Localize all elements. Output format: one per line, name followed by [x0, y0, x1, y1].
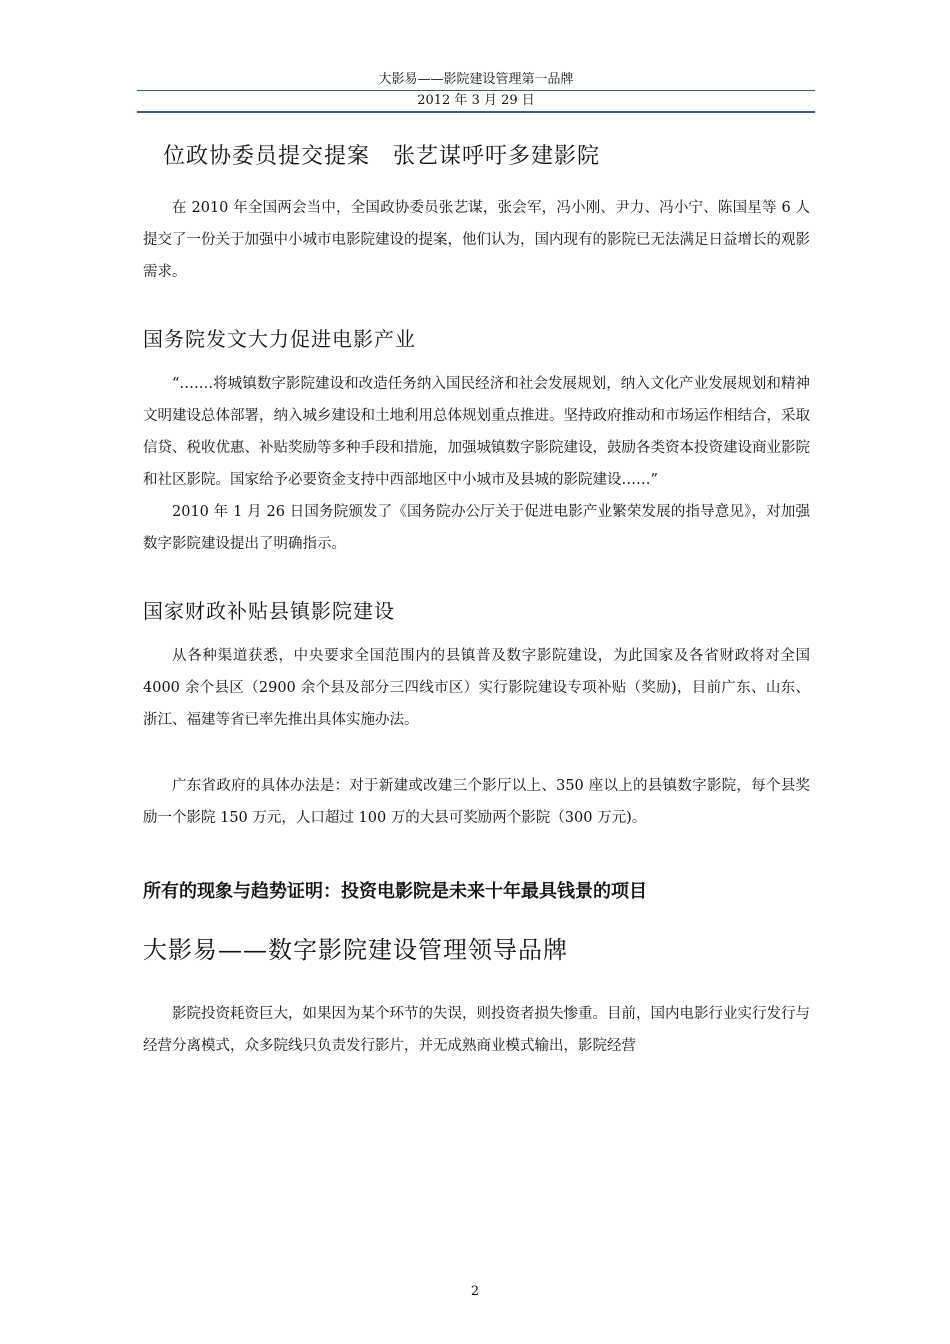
page-number: 2 — [470, 1284, 480, 1299]
paragraph-state-council: 2010 年 1 月 26 日国务院颁发了《国务院办公厅关于促进电影产业繁荣发展的指导意见》，对加强数字影院建设提出了明确指示。 — [143, 504, 810, 552]
page-header — [137, 70, 815, 113]
paragraph-quote: “…….将城镇数字影院建设和改造任务纳入国民经济和社会发展规划，纳入文化产业发展规划和精神文明建设总体部署，纳入城乡建设和土地利用总体规划重点推进。坚持政府推动和市场运作相结合，采取信贷、税收优惠、补贴奖励等多种手段和措施，加强城镇数字影院建设，鼓励各类资本投资建设商业影院和社区影院。国家给予必要资金支持中西部地区中小城市及县城的影院建设……” — [143, 376, 810, 488]
paragraph-brand: 影院投资耗资巨大，如果因为某个环节的失误，则投资者损失惨重。目前，国内电影行业实行发行与经营分离模式，众多院线只负责发行影片，并无成熟商业模式输出，影院经营 — [143, 1006, 810, 1054]
header-date: 2012 年 3 月 29 日 — [417, 93, 535, 108]
paragraph-subsidy: 从各种渠道获悉，中央要求全国范围内的县镇普及数字影院建设，为此国家及各省财政将对全国 4000 余个县区（2900 余个县及部分三四线市区）实行影院建设专项补贴（奖励)，目前广东、山东、浙江、福建等省已率先推出具体实施办法。 — [143, 648, 810, 728]
paragraph-proposal: 在 2010 年全国两会当中，全国政协委员张艺谋，张会军，冯小刚、尹力、冯小宁、陈国星等 6 人提交了一份关于加强中小城市电影院建设的提案，他们认为，国内现有的影院已无法满足日益增长的观影需求。 — [143, 200, 810, 280]
section-heading-brand: 大影易——数字影院建设管理领导品牌 — [143, 936, 568, 964]
paragraph-guangdong: 广东省政府的具体办法是：对于新建或改建三个影厅以上、350 座以上的县镇数字影院，每个县奖励一个影院 150 万元，人口超过 100 万的大县可奖励两个影院（300 万元)。 — [143, 778, 810, 826]
header-title: 大影易——影院建设管理第一品牌 — [378, 72, 574, 87]
document-body — [143, 140, 810, 1062]
section-heading-state-council: 国务院发文大力促进电影产业 — [143, 327, 416, 351]
section-heading-trend: 所有的现象与趋势证明：投资电影院是未来十年最具钱景的项目 — [143, 881, 647, 902]
section-heading-proposal: 位政协委员提交提案 张艺谋呼吁多建影院 — [163, 144, 601, 169]
section-heading-subsidy: 国家财政补贴县镇影院建设 — [143, 599, 395, 623]
header-rule-bottom — [137, 111, 815, 113]
